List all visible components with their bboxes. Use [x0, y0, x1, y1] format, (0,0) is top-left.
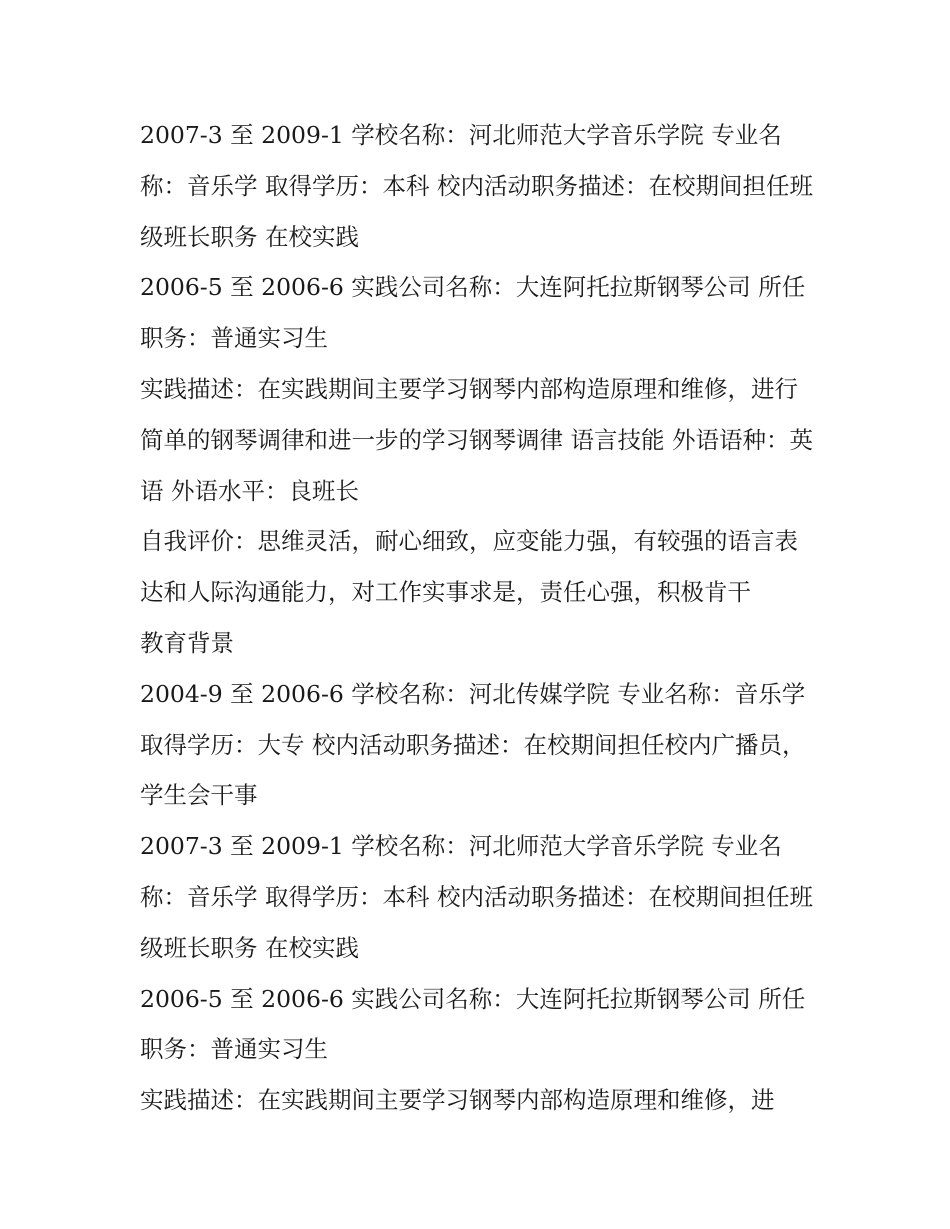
paragraph-practice-description: 实践描述：在实践期间主要学习钢琴内部构造原理和维修，进行简单的钢琴调律和进一步的学习钢琴调律 语言技能 外语语种：英语 外语水平：良班长: [140, 374, 813, 505]
paragraph-education-hebei-normal-repeat: 2007-3 至 2009-1 学校名称：河北师范大学音乐学院 专业名称：音乐学 取得学历：本科 校内活动职务描述：在校期间担任班级班长职务 在校实践: [140, 832, 813, 962]
paragraph-practice-company: 2006-5 至 2006-6 实践公司名称：大连阿托拉斯钢琴公司 所任职务：普通实习生: [140, 273, 806, 353]
paragraph-practice-description-partial: 实践描述：在实践期间主要学习钢琴内部构造原理和维修，进: [140, 1086, 775, 1115]
document-body: [140, 110, 820, 1126]
paragraph-education-hebei-normal: 2007-3 至 2009-1 学校名称：河北师范大学音乐学院 专业名称：音乐学 取得学历：本科 校内活动职务描述：在校期间担任班级班长职务 在校实践: [140, 121, 813, 251]
paragraph-practice-company-repeat: 2006-5 至 2006-6 实践公司名称：大连阿托拉斯钢琴公司 所任职务：普通实习生: [140, 984, 806, 1064]
paragraph-education-hebei-media: 2004-9 至 2006-6 学校名称：河北传媒学院 专业名称：音乐学 取得学历：大专 校内活动职务描述：在校期间担任校内广播员，学生会干事: [140, 679, 806, 810]
section-heading-education: 教育背景: [140, 628, 234, 657]
paragraph-self-evaluation: 自我评价：思维灵活，耐心细致，应变能力强，有较强的语言表达和人际沟通能力，对工作实事求是，责任心强，积极肯干: [140, 527, 798, 607]
